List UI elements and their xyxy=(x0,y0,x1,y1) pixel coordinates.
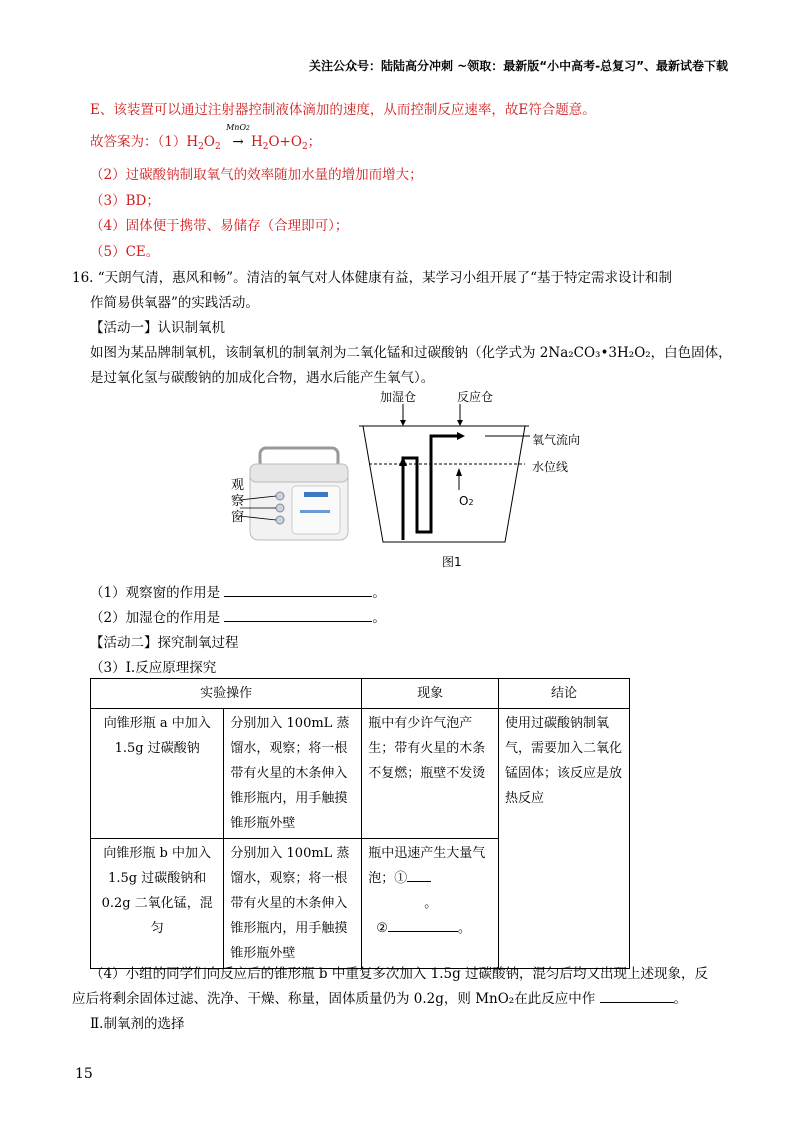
question-2: （2）加湿仓的作用是 。 xyxy=(90,610,386,626)
part2-heading: Ⅱ.制氧剂的选择 xyxy=(90,1016,185,1032)
answer-1: 故答案为：$(1)H_2O_2$ MnO2 → $H_2O+O_2$； xyxy=(90,123,322,152)
question-4-line1: （4）小组的同学们向反应后的锥形瓶 b 中重复多次加入 1.5g 过碳酸钠，混匀后均又出现上述现象，反 xyxy=(90,966,709,982)
catalyst-label: MnO2 xyxy=(226,123,250,132)
q16-desc1: 如图为某品牌制氧机，该制氧机的制氧剂为二氧化锰和过碳酸钠（化学式为 2Na₂CO₃•3H₂O₂，白色固体， xyxy=(90,345,732,361)
page-header: 关注公众号：陆陆高分冲刺 ~领取：最新版“小中高考-总复习”、最新试卷下载 xyxy=(309,59,728,73)
row1-reagent: 向锥形瓶 a 中加入 1.5g 过碳酸钠 xyxy=(91,709,224,839)
oxygen-machine-photo xyxy=(230,444,358,544)
answer-2: （2）过碳酸钠制取氧气的效率随加水量的增加而增大； xyxy=(90,167,423,183)
reaction-label: 反应仓 xyxy=(457,390,494,404)
header-conclusion: 结论 xyxy=(499,679,630,709)
question-4-line2: 应后将剩余固体过滤、洗净、干燥、称量，固体质量仍为 0.2g，则 MnO₂在此反应中作 。 xyxy=(72,991,687,1007)
answer-blank-4[interactable] xyxy=(600,990,674,1003)
activity2-heading: 【活动二】探究制氧过程 xyxy=(90,635,239,651)
table-row xyxy=(91,709,630,839)
row2-reagent: 向锥形瓶 b 中加入 1.5g 过碳酸钠和 0.2g 二氧化锰，混匀 xyxy=(91,839,224,969)
answer-5: （5）CE。 xyxy=(90,244,160,260)
header-operation: 实验操作 xyxy=(91,679,362,709)
page-number: 15 xyxy=(75,1066,93,1082)
figure-caption: 图1 xyxy=(442,555,462,569)
flow-label: 氧气流向 xyxy=(532,433,581,447)
q16-line1: 16. “天朗气清，惠风和畅”。清洁的氧气对人体健康有益，某学习小组开展了“基于特定需求设计和制 xyxy=(72,270,672,286)
activity1-heading: 【活动一】认识制氧机 xyxy=(90,320,225,336)
conclusion-cell: 使用过碳酸钠制氧气，需要加入二氧化锰固体；该反应是放热反应 xyxy=(499,709,630,969)
row1-phenomenon: 瓶中有少许气泡产生；带有火星的木条不复燃；瓶壁不发烫 xyxy=(362,709,499,839)
answer-4: （4）固体便于携带、易储存（合理即可）； xyxy=(90,218,349,234)
question-1: （1）观察窗的作用是 。 xyxy=(90,585,386,601)
header-phenomenon: 现象 xyxy=(362,679,499,709)
experiment-table xyxy=(90,678,630,969)
row2-phenomenon: 瓶中迅速产生大量气泡；① 。 ② 。 xyxy=(362,839,499,969)
q16-desc2: 是过氧化氢与碳酸钠的加成化合物，遇水后能产生氧气）。 xyxy=(90,370,435,386)
answer-blank-3a[interactable] xyxy=(407,869,431,882)
humidify-label: 加湿仓 xyxy=(380,390,417,404)
answer-3: （3）BD； xyxy=(90,193,160,209)
row2-operation: 分别加入 100mL 蒸馏水，观察；将一根带有火星的木条伸入锥形瓶内，用手触摸锥形瓶外壁 xyxy=(224,839,362,969)
answer-e-line: E、该装置可以通过注射器控制液体滴加的速度，从而控制反应速率，故E符合题意。 xyxy=(90,102,596,118)
table-header-row xyxy=(91,679,630,709)
answer-blank-2[interactable] xyxy=(224,609,372,622)
q16-line2: 作简易供氧器”的实践活动。 xyxy=(90,295,259,311)
machine-schematic xyxy=(355,400,535,550)
question-3: （3）Ⅰ.反应原理探究 xyxy=(90,660,217,676)
row1-operation: 分别加入 100mL 蒸馏水，观察；将一根带有火星的木条伸入锥形瓶内，用手触摸锥形瓶外壁 xyxy=(224,709,362,839)
o2-label: O2 xyxy=(459,494,474,508)
window-label: 观察窗 xyxy=(231,478,245,525)
water-line-label: 水位线 xyxy=(532,460,569,474)
answer-blank-1[interactable] xyxy=(224,584,372,597)
answer-blank-3b[interactable] xyxy=(388,919,458,932)
